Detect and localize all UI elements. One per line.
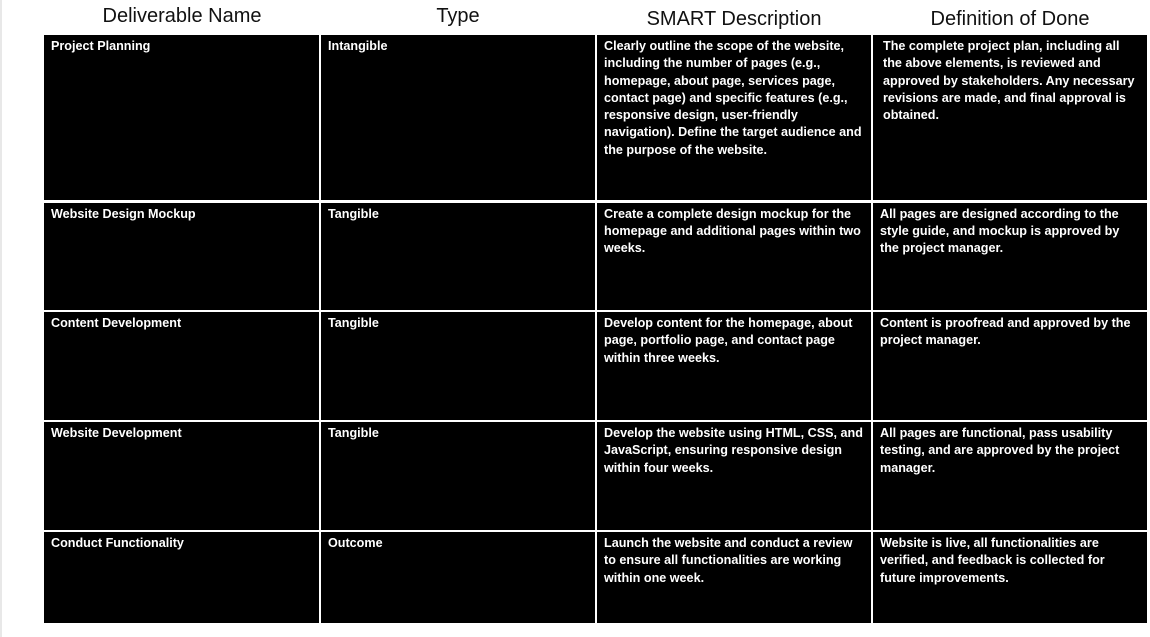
deliverable-name-cell: Website Design Mockup xyxy=(44,201,320,311)
table-row xyxy=(44,35,1148,201)
deliverable-name-cell: Conduct Functionality xyxy=(44,531,320,624)
type-cell: Tangible xyxy=(320,311,596,421)
header-definition-of-done: Definition of Done xyxy=(930,8,1090,30)
definition-of-done-cell: All pages are functional, pass usability testing, and are approved by the project manager. xyxy=(872,421,1148,531)
header-smart-description: SMART Description xyxy=(646,8,822,30)
table-row xyxy=(44,201,1148,311)
deliverables-table xyxy=(44,35,1149,625)
header-type: Type xyxy=(436,5,480,27)
smart-description-cell: Launch the website and conduct a review to ensure all functionalities are working within one week. xyxy=(596,531,872,624)
type-cell: Tangible xyxy=(320,201,596,311)
smart-description-cell: Develop the website using HTML, CSS, and JavaScript, ensuring responsive design within four weeks. xyxy=(596,421,872,531)
header-deliverable-name: Deliverable Name xyxy=(102,5,262,27)
smart-description-cell: Create a complete design mockup for the homepage and additional pages within two weeks. xyxy=(596,201,872,311)
type-cell: Intangible xyxy=(320,35,596,201)
definition-of-done-cell: Content is proofread and approved by the project manager. xyxy=(872,311,1148,421)
deliverable-name-cell: Project Planning xyxy=(44,35,320,201)
deliverable-name-cell: Content Development xyxy=(44,311,320,421)
type-cell: Tangible xyxy=(320,421,596,531)
table-row xyxy=(44,531,1148,624)
table-row xyxy=(44,311,1148,421)
type-cell: Outcome xyxy=(320,531,596,624)
deliverable-name-cell: Website Development xyxy=(44,421,320,531)
smart-description-cell: Clearly outline the scope of the website, including the number of pages (e.g., homepage, about page, services page, contact page) and specific features (e.g., responsive design, user-friendly navigation). Define the target audience and the purpose of the website. xyxy=(596,35,872,201)
smart-description-cell: Develop content for the homepage, about page, portfolio page, and contact page within three weeks. xyxy=(596,311,872,421)
table-row xyxy=(44,421,1148,531)
definition-of-done-cell: Website is live, all functionalities are verified, and feedback is collected for future improvements. xyxy=(872,531,1148,624)
left-edge-line xyxy=(0,0,2,637)
table-header-row xyxy=(44,0,1148,35)
definition-of-done-cell: The complete project plan, including all the above elements, is reviewed and approved by stakeholders. Any necessary revisions are made, and final approval is obtained. xyxy=(872,35,1148,201)
definition-of-done-cell: All pages are designed according to the style guide, and mockup is approved by the project manager. xyxy=(872,201,1148,311)
